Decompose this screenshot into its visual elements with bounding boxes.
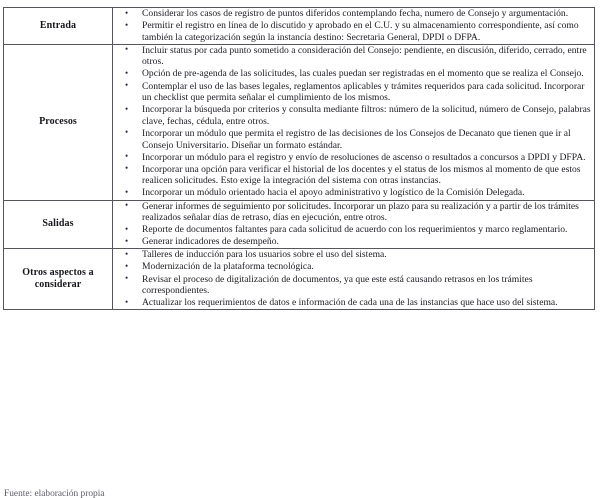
list-item: • Actualizar los requerimientos de datos e información de cada una de las instancias que hace uso del sistema. (113, 297, 594, 309)
row-content-procesos (113, 44, 595, 200)
list-item: • Revisar el proceso de digitalización de documentos, ya que este está causando retrasos en los trámites correspondientes. (113, 274, 594, 297)
row-label-otros-aspectos: Otros aspectos a considerar (4, 249, 113, 310)
list-item: • Permitir el registro en línea de lo discutido y aprobado en el C.U. y su almacenamiento correspondiente, así como también la categorización según la instancia destino: Secretaria General, DPDI o DFPA. (113, 20, 594, 43)
list-item: • Incorporar una opción para verificar el historial de los docentes y el status de los mismos al momento de que estos realicen solicitudes. Esto exige la integración del sistema con otras instancias. (113, 164, 594, 187)
list-item: • Reporte de documentos faltantes para cada solicitud de acuerdo con los requerimientos y marco reglamentario. (113, 224, 594, 236)
list-item: • Incorporar un módulo que permita el registro de las decisiones de los Consejos de Decanato que tienen que ir al Consejo Universitario. Diseñar un formato estándar. (113, 128, 594, 151)
table-row (4, 8, 595, 45)
table-row (4, 200, 595, 249)
list-item: • Generar indicadores de desempeño. (113, 236, 594, 248)
row-label-procesos: Procesos (4, 44, 113, 200)
bullet-list (113, 201, 594, 248)
clipped-footnote: Fuente: elaboración propia (4, 489, 105, 498)
list-item: • Talleres de inducción para los usuarios sobre el uso del sistema. (113, 249, 594, 261)
row-content-salidas (113, 200, 595, 249)
row-content-entrada (113, 8, 595, 45)
list-item: • Incorporar la búsqueda por criterios y consulta mediante filtros: número de la solicitud, número de Consejo, palabras clave, fechas, cédula, entre otros. (113, 104, 594, 127)
list-item: • Opción de pre-agenda de las solicitudes, las cuales puedan ser registradas en el momento que se realiza el Consejo. (113, 68, 594, 80)
list-item: • Generar informes de seguimiento por solicitudes. Incorporar un plazo para su realización y a partir de los trámites realizados señalar días de retraso, días en ejecución, entre otros. (113, 201, 594, 224)
bullet-list (113, 45, 594, 199)
requirements-table (3, 7, 595, 310)
list-item: • Considerar los casos de registro de puntos diferidos contemplando fecha, numero de Consejo y argumentación. (113, 8, 594, 20)
row-content-otros-aspectos (113, 249, 595, 310)
list-item: • Contemplar el uso de las bases legales, reglamentos aplicables y trámites requeridos para cada solicitud. Incorporar un checklist que permita señalar el cumplimiento de los mismos. (113, 81, 594, 104)
bullet-list (113, 249, 594, 308)
list-item: • Incluir status por cada punto sometido a consideración del Consejo: pendiente, en discusión, diferido, cerrado, entre otros. (113, 45, 594, 68)
list-item: • Incorporar un módulo orientado hacia el apoyo administrativo y logístico de la Comisión Delegada. (113, 187, 594, 199)
row-label-salidas: Salidas (4, 200, 113, 249)
table-body (4, 8, 595, 310)
list-item: • Modernización de la plataforma tecnológica. (113, 261, 594, 273)
list-item: • Incorporar un módulo para el registro y envío de resoluciones de ascenso o resultados a concursos a DPDI y DFPA. (113, 152, 594, 164)
bullet-list (113, 8, 594, 43)
row-label-entrada: Entrada (4, 8, 113, 45)
table-row (4, 249, 595, 310)
table-row (4, 44, 595, 200)
